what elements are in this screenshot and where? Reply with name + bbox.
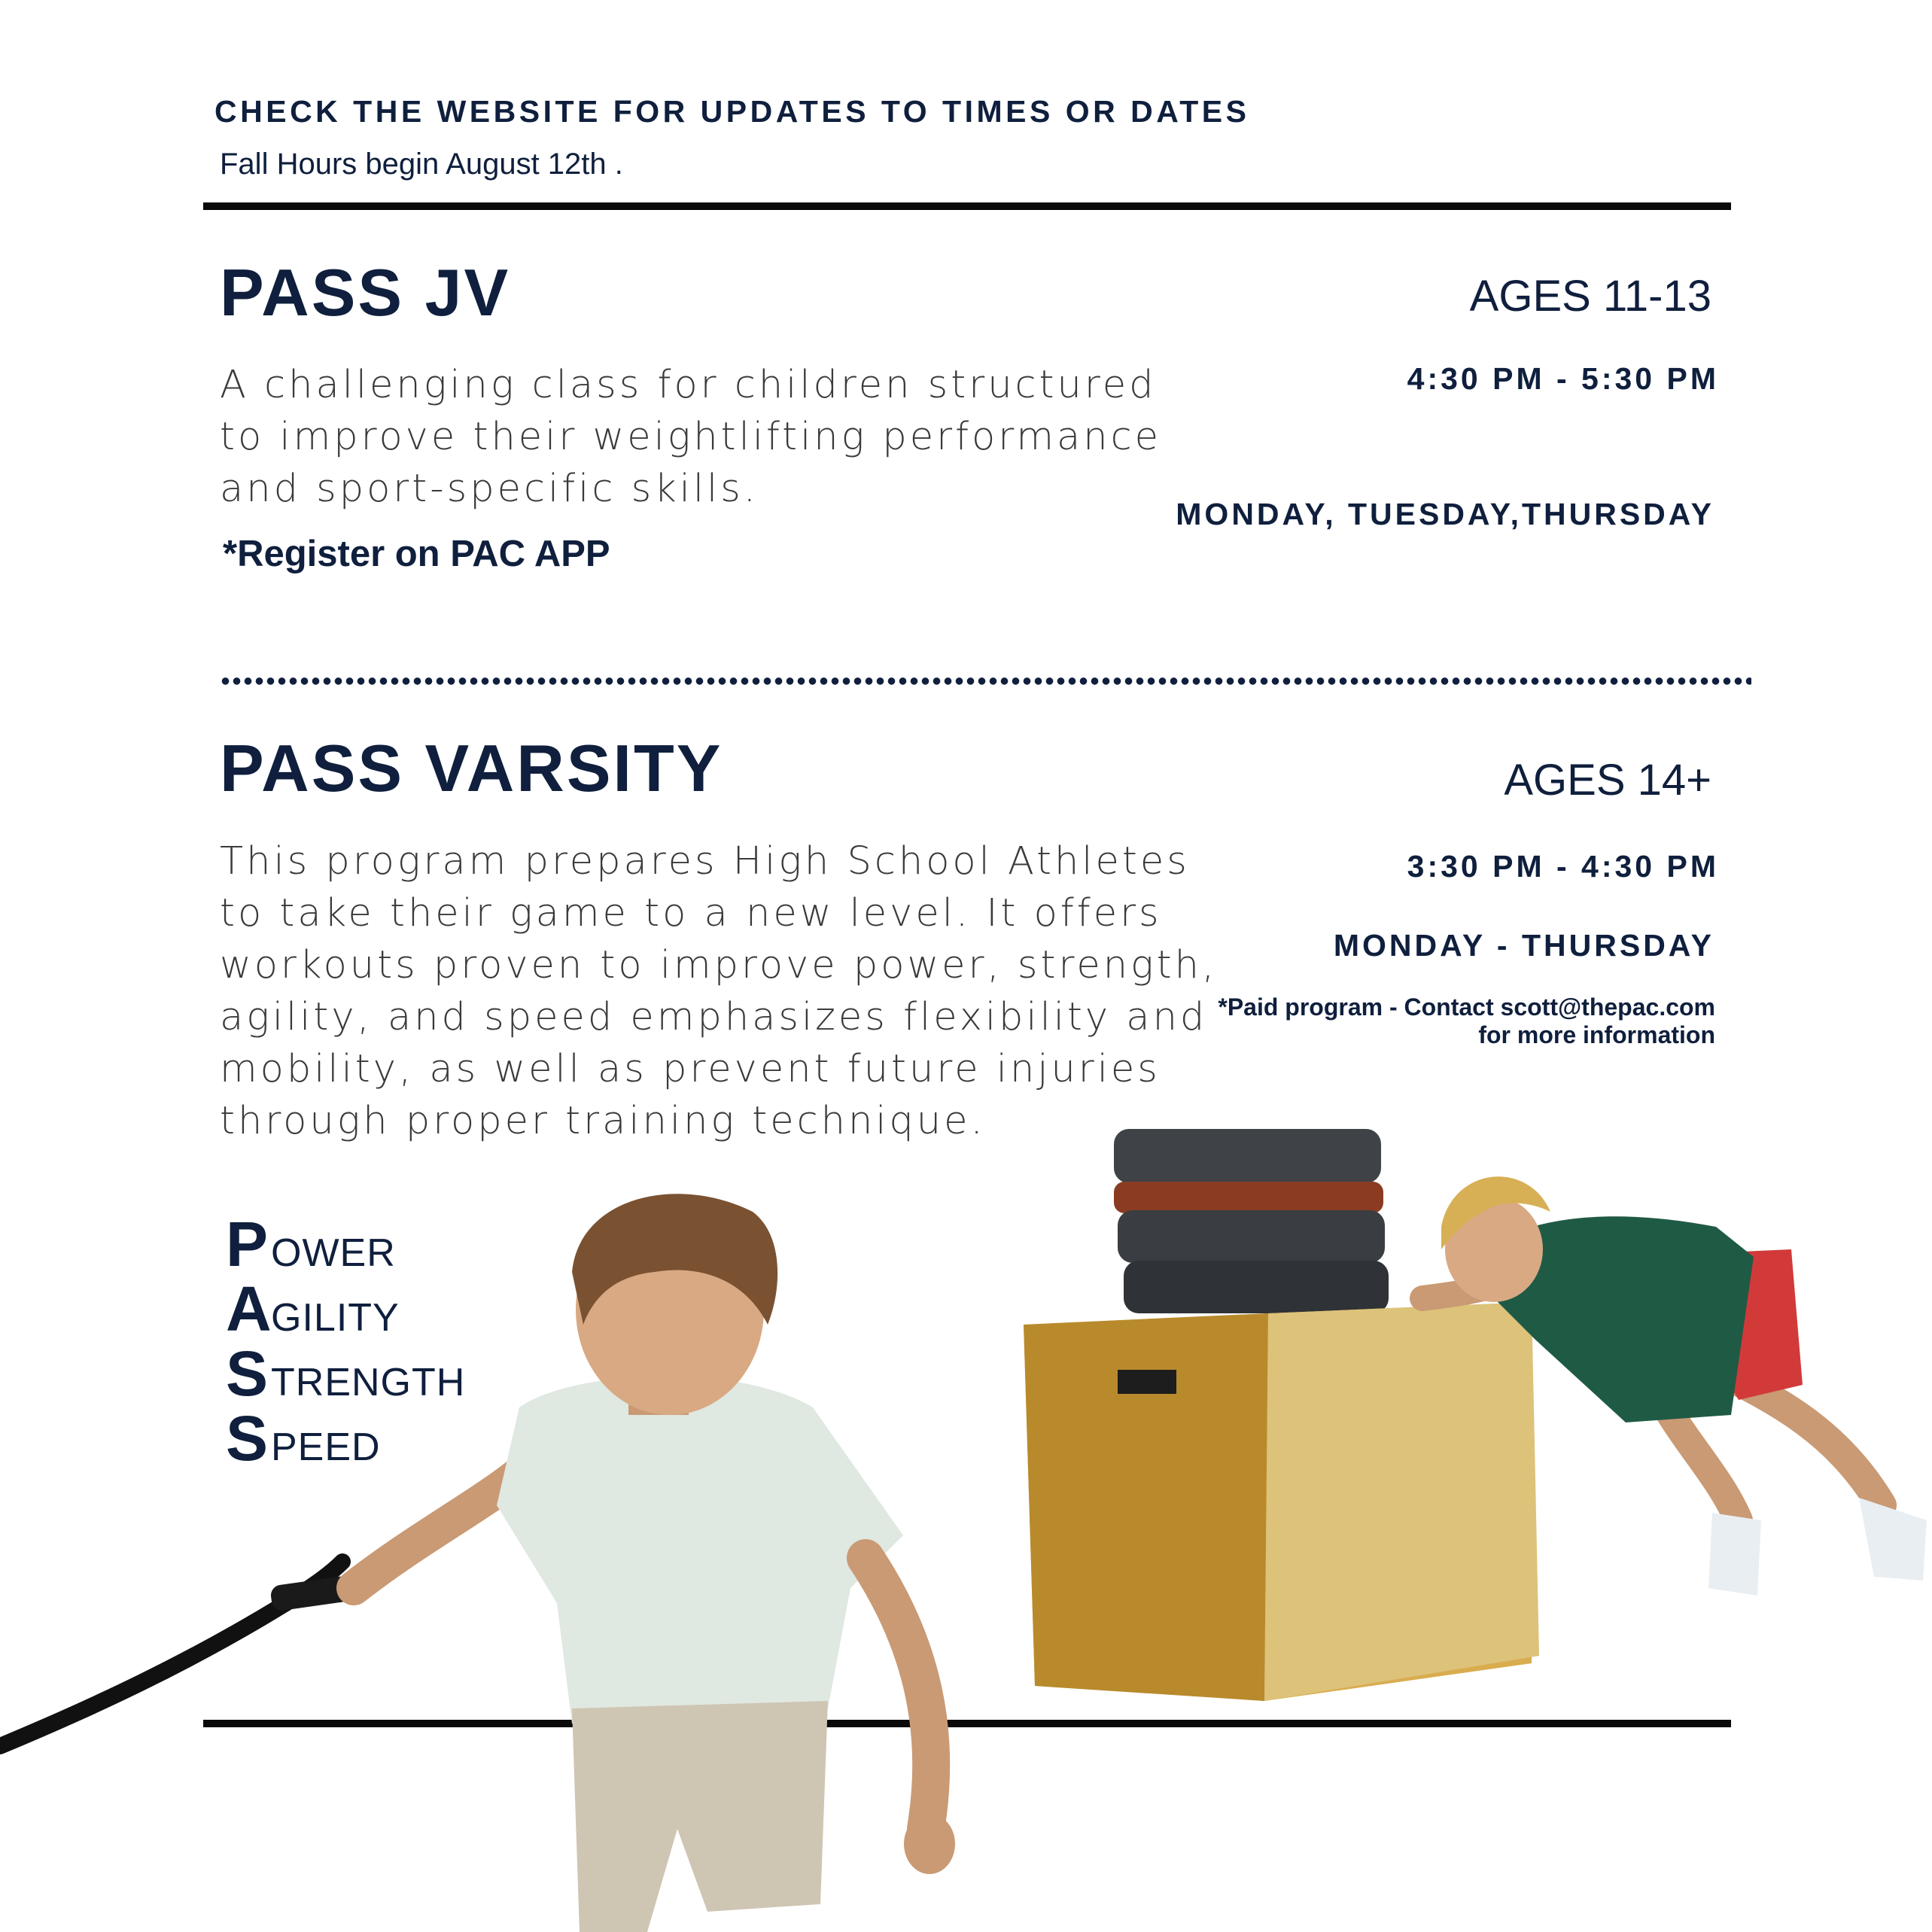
paid-note-line: for more information — [1478, 1021, 1715, 1048]
acronym-word: PEED — [271, 1425, 381, 1469]
dotted-divider — [220, 677, 1751, 685]
acronym-letter: P — [226, 1209, 269, 1279]
pass-jv-time: 4:30 PM - 5:30 PM — [1407, 361, 1719, 396]
athlete-push-photo — [1400, 1144, 1932, 1596]
acronym-letter: A — [226, 1273, 272, 1344]
description-line: to improve their weightlifting performance — [220, 415, 1162, 459]
description-line: mobility, as well as prevent future injuries — [220, 1047, 1161, 1091]
top-divider — [203, 202, 1731, 210]
paid-note-line: *Paid program - Contact scott@thepac.com — [1218, 993, 1715, 1021]
description-line: agility, and speed emphasizes flexibility and — [220, 995, 1208, 1039]
description-line: and sport-specific skills. — [220, 467, 759, 511]
pass-jv-ages: AGES 11-13 — [1469, 272, 1711, 321]
acronym-letter: S — [226, 1338, 269, 1409]
paid-program-note — [1158, 993, 1715, 1049]
pass-varsity-time: 3:30 PM - 4:30 PM — [1407, 849, 1719, 884]
pass-jv-title: PASS JV — [220, 255, 511, 330]
acronym-word: TRENGTH — [271, 1361, 466, 1404]
description-line: through proper training technique. — [220, 1099, 986, 1143]
pass-varsity-title: PASS VARSITY — [220, 731, 723, 805]
acronym-word: GILITY — [271, 1296, 400, 1340]
athlete-rope-photo — [0, 1182, 993, 1932]
pass-varsity-days: MONDAY - THURSDAY — [1333, 928, 1714, 963]
acronym-letter: S — [226, 1403, 269, 1474]
pass-varsity-ages: AGES 14+ — [1504, 756, 1711, 805]
description-line: This program prepares High School Athletes — [220, 839, 1190, 884]
acronym-word: OWER — [271, 1231, 396, 1275]
description-line: A challenging class for children structured — [220, 363, 1157, 407]
description-line: to take their game to a new level. It offers — [220, 891, 1162, 936]
website-update-notice: CHECK THE WEBSITE FOR UPDATES TO TIMES OR DATES — [214, 94, 1250, 129]
pass-jv-days: MONDAY, TUESDAY,THURSDAY — [1176, 497, 1714, 531]
description-line: workouts proven to improve power, strength, — [220, 943, 1218, 987]
pass-varsity-description — [220, 835, 1217, 1147]
fall-hours-note: Fall Hours begin August 12th . — [220, 148, 623, 181]
register-note: *Register on PAC APP — [223, 534, 610, 574]
pass-jv-description — [220, 359, 1161, 515]
